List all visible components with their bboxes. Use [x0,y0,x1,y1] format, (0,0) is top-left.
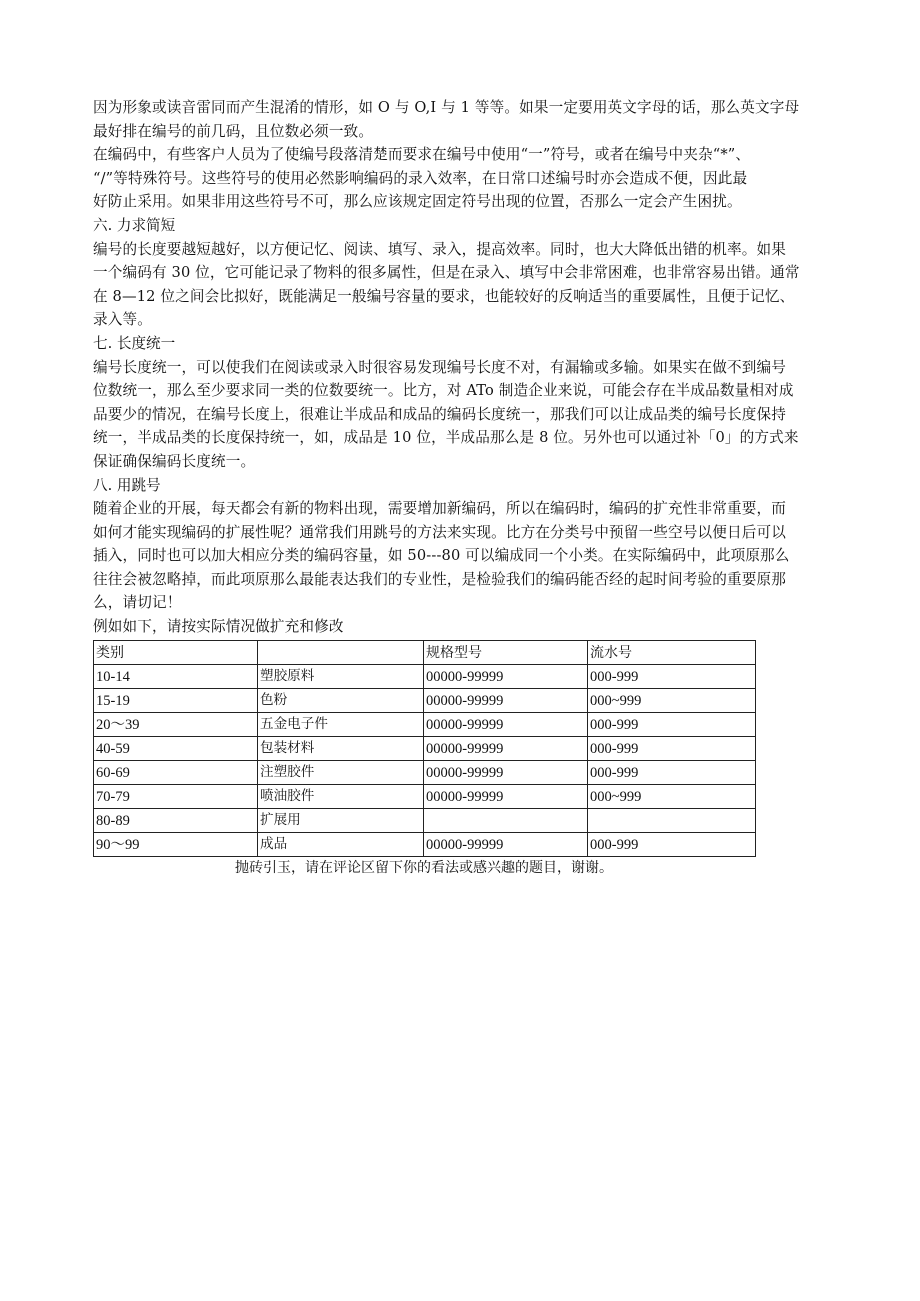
cell-serial: 000-999 [588,712,756,736]
document-page [93,96,825,879]
cell-category: 60-69 [94,760,258,784]
cell-category: 20～39 [94,712,258,736]
text-line: 因为形象或读音雷同而产生混淆的情形，如 O 与 O,I 与 1 等等。如果一定要用英文字母的话，那么英文字母 [93,99,800,116]
paragraph-skip-numbers [93,497,825,615]
cell-category: 40-59 [94,736,258,760]
cell-spec: 00000-99999 [424,832,588,856]
section-heading-skip-numbers: 八. 用跳号 [93,476,161,494]
text-line: 统一，半成品类的长度保持统一，如，成品是 10 位，半成品那么是 8 位。另外也可以通过补「0」的方式来 [93,429,799,447]
coding-example-table [93,640,756,857]
cell-category: 10-14 [94,664,258,688]
text-line: 录入等。 [93,311,152,329]
text-line: 保证确保编码长度统一。 [93,452,256,470]
closing-remark: 抛砖引玉，请在评论区留下你的看法或感兴趣的题目，谢谢。 [235,859,613,876]
text-line: 最好排在编号的前几码，且位数必须一致。 [93,122,374,140]
cell-name: 注塑胶件 [258,760,424,784]
cell-serial: 000-999 [588,832,756,856]
table-row [94,832,756,856]
table-row [94,760,756,784]
cell-serial: 000~999 [588,784,756,808]
cell-spec: 00000-99999 [424,688,588,712]
cell-spec: 00000-99999 [424,784,588,808]
cell-serial: 000~999 [588,688,756,712]
text-line: 随着企业的开展，每天都会有新的物料出现，需要增加新编码，所以在编码时，编码的扩充性非常重要，而 [93,500,786,518]
cell-name: 塑胶原料 [258,664,424,688]
paragraph-short-codes [93,238,825,332]
cell-category: 15-19 [94,688,258,712]
cell-spec: 00000-99999 [424,712,588,736]
text-line: 如何才能实现编码的扩展性呢？通常我们用跳号的方法来实现。比方在分类号中预留一些空号以便日后可以 [93,523,786,541]
cell-spec: 00000-99999 [424,664,588,688]
section-heading-uniform-length: 七. 长度统一 [93,334,176,352]
text-line: 好防止采用。如果非用这些符号不可，那么应该规定固定符号出现的位置，否那么一定会产生困扰。 [93,193,742,211]
table-row [94,664,756,688]
text-line: 在编码中，有些客户人员为了使编号段落清楚而要求在编号中使用“一”符号，或者在编号中夹杂“*”、 [93,146,751,164]
cell-serial: 000-999 [588,664,756,688]
table-row [94,712,756,736]
cell-serial: 000-999 [588,736,756,760]
cell-name: 包装材料 [258,736,424,760]
header-cell-serial: 流水号 [588,640,756,664]
cell-category: 70-79 [94,784,258,808]
header-cell-blank [258,640,424,664]
text-line: 品要少的情况，在编号长度上，很难让半成品和成品的编码长度统一，那我们可以让成品类的编号长度保持 [93,405,786,423]
table-row [94,784,756,808]
text-line: 编号的长度要越短越好，以方便记忆、阅读、填写、录入，提高效率。同时，也大大降低出错的机率。如果 [93,240,786,258]
cell-spec: 00000-99999 [424,736,588,760]
paragraph-special-symbols [93,143,825,214]
example-intro: 例如如下，请按实际情况做扩充和修改 [93,618,344,636]
header-cell-spec: 规格型号 [424,640,588,664]
table-row [94,688,756,712]
cell-serial [588,808,756,832]
paragraph-uniform-length [93,356,825,474]
header-cell-category: 类别 [94,640,258,664]
section-heading-short: 六. 力求简短 [93,216,176,234]
table-header-row [94,640,756,664]
table-row [94,736,756,760]
cell-name: 喷油胶件 [258,784,424,808]
cell-name: 扩展用 [258,808,424,832]
text-line: 编号长度统一，可以使我们在阅读或录入时很容易发现编号长度不对，有漏输或多输。如果实在做不到编号 [93,358,786,376]
cell-name: 五金电子件 [258,712,424,736]
text-line: 在 8—12 位之间会比拟好，既能满足一般编号容量的要求，也能较好的反响适当的重要属性，且便于记忆、 [93,287,795,305]
cell-serial: 000-999 [588,760,756,784]
cell-name: 色粉 [258,688,424,712]
text-line: “/”等特殊符号。这些符号的使用必然影响编码的录入效率，在日常口述编号时亦会造成不便，因此最 [93,169,748,187]
paragraph-symbol-ambiguity [93,96,825,143]
cell-name: 成品 [258,832,424,856]
cell-category: 90～99 [94,832,258,856]
cell-spec: 00000-99999 [424,760,588,784]
text-line: 往往会被忽略掉，而此项原那么最能表达我们的专业性，是检验我们的编码能否经的起时间考验的重要原那 [93,570,786,588]
text-line: 么，请切记！ [93,594,182,612]
cell-category: 80-89 [94,808,258,832]
text-line: 位数统一，那么至少要求同一类的位数要统一。比方，对 ATo 制造企业来说，可能会存在半成品数量相对成 [93,382,794,400]
table-row [94,808,756,832]
cell-spec [424,808,588,832]
text-line: 一个编码有 30 位，它可能记录了物料的很多属性，但是在录入、填写中会非常困难，也非常容易出错。通常 [93,264,800,282]
text-line: 插入，同时也可以加大相应分类的编码容量，如 50---80 可以编成同一个小类。在实际编码中，此项原那么 [93,547,790,565]
